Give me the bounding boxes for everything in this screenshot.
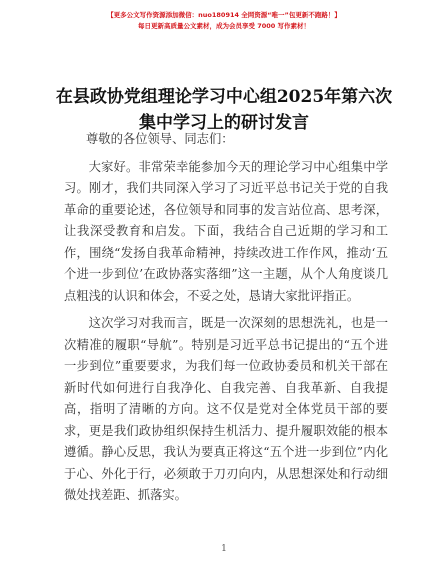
promo-banner-line-1: 【更多公文写作资源添加微信：nuo180914 全网资源“唯一”包更新不跑路！】 (107, 11, 341, 19)
promo-banner (0, 10, 448, 32)
paragraph-1: 大家好。非常荣幸能参加今天的理论学习中心组集中学习。刚才，我们共同深入学习了习近平总书记关于党的自我革命的重要论述，各位领导和同事的发言站位高、思考深，让我深受教育和启发。下面，我结合自己近期的学习和工作，围绕“发扬自我革命精神，持续改进工作作风，推动‘五个进一步到位’在政协落实落细”这一主题，从个人角度谈几点粗浅的认识和体会，不妥之处，恳请大家批评指正。 (64, 159, 388, 303)
paragraph-2: 这次学习对我而言，既是一次深刻的思想洗礼，也是一次精准的履职“导航”。特别是习近平总书记提出的“五个进一步到位”重要要求，为我们每一位政协委员和机关干部在新时代如何进行自我净化、自我完善、自我革新、自我提高，指明了清晰的方向。这不仅是党对全体党员干部的要求，更是我们政协组织保持生机活力、提升履职效能的根本遵循。静心反思，我认为要真正将这“五个进一步到位”内化于心、外化于行，必须敢于刀刃向内，从思想深处和行动细微处找差距、抓落实。 (64, 316, 388, 502)
document-title: 在县政协党组理论学习中心组2025年第六次集中学习上的研讨发言 (55, 87, 393, 133)
salutation: 尊敬的各位领导、同志们： (86, 132, 234, 146)
page-number: 1 (221, 544, 227, 554)
document-body (64, 129, 388, 513)
promo-banner-line-2: 每日更新高质量公文素材，成为会员享受 7000 写作素材！ (137, 22, 311, 30)
